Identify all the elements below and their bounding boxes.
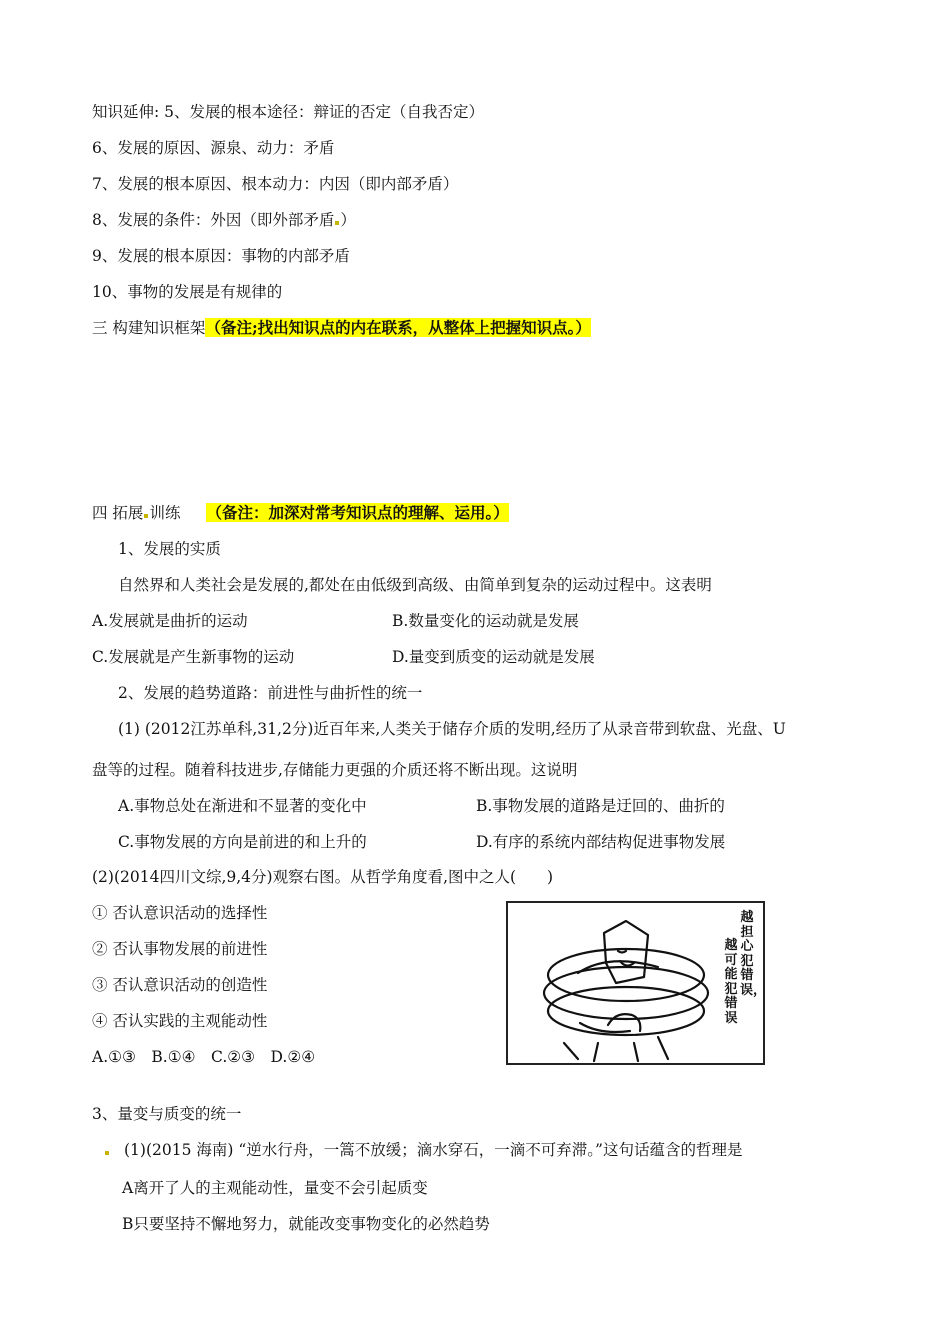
q3-1-stem (104, 1140, 742, 1160)
section-3-note: （备注;找出知识点的内在联系，从整体上把握知识点。） (205, 318, 591, 337)
q2-2-option-3: ③ 否认意识活动的创造性 (92, 976, 268, 994)
section-4-title-a: 四 拓展 (92, 504, 144, 522)
mark-dot (105, 1151, 109, 1155)
knowledge-line-10: 10、事物的发展是有规律的 (92, 283, 283, 301)
q2-2-stem: (2)(2014四川文综,9,4分)观察右图。从哲学角度看,图中之人( ) (92, 868, 554, 886)
section-4-note: （备注：加深对常考知识点的理解、运用。） (206, 503, 509, 522)
knowledge-line-7: 7、发展的根本原因、根本动力：内因（即内部矛盾） (92, 175, 459, 193)
cartoon-caption-column-2: 越可能犯错误 (724, 938, 738, 1026)
q2-1-option-a: A.事物总处在渐进和不显著的变化中 (118, 797, 367, 815)
section-3-heading (92, 318, 591, 338)
knowledge-extension-line-5: 知识延伸: 5、发展的根本途径：辩证的否定（自我否定） (92, 103, 485, 121)
q2-1-option-c: C.事物发展的方向是前进的和上升的 (118, 833, 367, 851)
q2-2-option-4: ④ 否认实践的主观能动性 (92, 1012, 268, 1030)
q1-option-d: D.量变到质变的运动就是发展 (392, 648, 595, 666)
section-4-title-b: 训练 (149, 504, 181, 522)
mark-dot (335, 221, 339, 225)
knowledge-line-9: 9、发展的根本原因：事物的内部矛盾 (92, 247, 350, 265)
q2-1-option-b: B.事物发展的道路是迂回的、曲折的 (476, 797, 725, 815)
q2-title: 2、发展的趋势道路：前进性与曲折性的统一 (118, 684, 423, 702)
q2-2-option-2: ② 否认事物发展的前进性 (92, 940, 268, 958)
q2-2-option-1: ① 否认意识活动的选择性 (92, 904, 268, 922)
q1-option-b: B.数量变化的运动就是发展 (392, 612, 579, 630)
mark-dot (144, 514, 148, 518)
q2-1-option-d: D.有序的系统内部结构促进事物发展 (476, 833, 726, 851)
q2-1-stem-line1: (1) (2012江苏单科,31,2分)近百年来,人类关于储存介质的发明,经历了从录音带到软盘、光盘、U (118, 720, 786, 738)
q1-title: 1、发展的实质 (118, 540, 221, 558)
q2-1-stem-line2: 盘等的过程。随着科技进步,存储能力更强的介质还将不断出现。这说明 (92, 761, 578, 779)
section-3-title: 三 构建知识框架 (92, 319, 206, 337)
q3-title: 3、量变与质变的统一 (92, 1105, 242, 1123)
q2-2-choices: A.①③ B.①④ C.②③ D.②④ (92, 1048, 316, 1066)
q3-1-option-a: A离开了人的主观能动性，量变不会引起质变 (122, 1179, 428, 1197)
q1-option-a: A.发展就是曲折的运动 (92, 612, 248, 630)
cartoon-figure (506, 901, 765, 1065)
q1-option-c: C.发展就是产生新事物的运动 (92, 648, 295, 666)
q1-stem: 自然界和人类社会是发展的,都处在由低级到高级、由简单到复杂的运动过程中。这表明 (118, 576, 712, 594)
cartoon-caption-column-1: 越担心犯错误， (740, 910, 767, 998)
q3-1-stem-text: (1)(2015 海南) “逆水行舟，一篙不放缓；滴水穿石，一滴不可弃滞。”这句话蕴含的哲理是 (124, 1141, 743, 1159)
knowledge-line-6: 6、发展的原因、源泉、动力：矛盾 (92, 139, 335, 157)
knowledge-line-8-text: 8、发展的条件：外因（即外部矛盾 (92, 211, 335, 229)
section-4-heading (92, 503, 509, 523)
q3-1-option-b: B只要坚持不懈地努力，就能改变事物变化的必然趋势 (122, 1215, 490, 1233)
knowledge-line-8 (92, 210, 356, 230)
knowledge-line-8-end: ） (340, 211, 356, 229)
